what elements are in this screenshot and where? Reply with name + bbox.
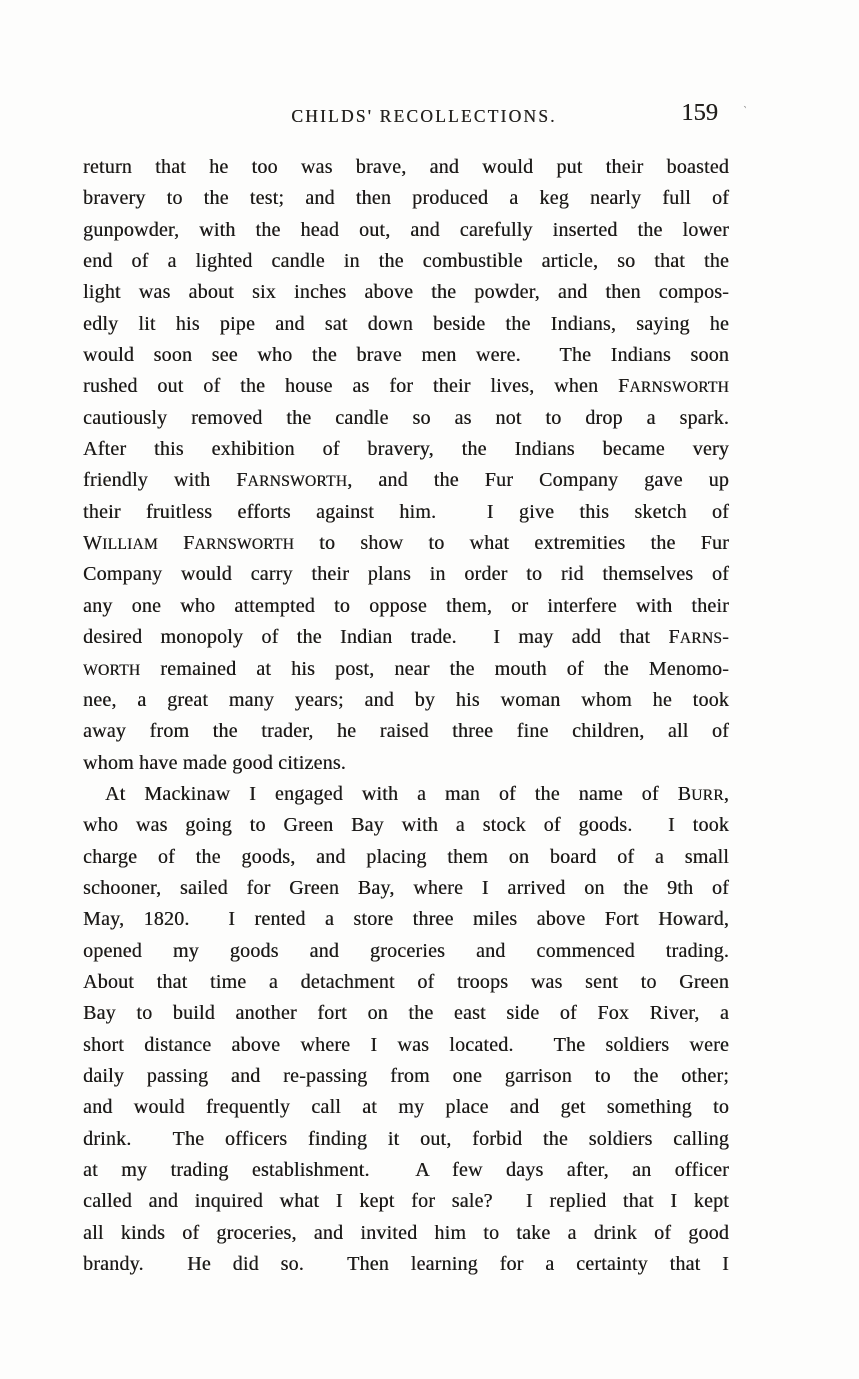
- text-line: return that he too was brave, and would put their boasted: [83, 156, 729, 178]
- page-body: [83, 152, 729, 1280]
- text-line: any one who attempted to oppose them, or interfere with their: [83, 594, 729, 617]
- small-caps-name: FARNSWORTH: [236, 469, 348, 492]
- text-line: all kinds of groceries, and invited him to take a drink of good: [83, 1221, 729, 1244]
- text-line: bravery to the test; and then produced a keg nearly full of: [83, 187, 729, 210]
- text-line: rushed out of the house as for their lives, when FARNSWORTH: [83, 375, 729, 398]
- text-line: daily passing and re-passing from one garrison to the other;: [83, 1064, 729, 1087]
- text-line: their fruitless efforts against him. I give this sketch of: [83, 500, 729, 523]
- text-line: called and inquired what I kept for sale? I replied that I kept: [83, 1190, 729, 1213]
- page-number: 159: [681, 99, 718, 126]
- small-caps-name: FARNSWORTH: [617, 375, 729, 398]
- text-line: desired monopoly of the Indian trade. I may add that FARNS-: [83, 626, 729, 649]
- text-line: schooner, sailed for Green Bay, where I arrived on the 9th of: [83, 876, 729, 899]
- small-caps-name: BURR: [677, 782, 724, 805]
- text-line: gunpowder, with the head out, and carefully inserted the lower: [83, 218, 729, 241]
- text-line: cautiously removed the candle so as not to drop a spark.: [83, 406, 729, 429]
- text-line: end of a lighted candle in the combustible article, so that the: [83, 250, 729, 273]
- text-line: WORTH remained at his post, near the mouth of the Menomo-: [83, 657, 729, 680]
- text-line: away from the trader, he raised three fine children, all of: [83, 720, 729, 743]
- text-line: nee, a great many years; and by his woman whom he took: [83, 688, 729, 711]
- running-title: CHILDS' RECOLLECTIONS.: [291, 106, 557, 126]
- small-caps-name: WILLIAM FARNSWORTH: [83, 532, 295, 555]
- text-line: May, 1820. I rented a store three miles above Fort Howard,: [83, 908, 729, 931]
- text-line: charge of the goods, and placing them on board of a small: [83, 845, 729, 868]
- text-line: About that time a detachment of troops was sent to Green: [83, 970, 729, 993]
- text-line: opened my goods and groceries and commenced trading.: [83, 939, 729, 962]
- text-line: edly lit his pipe and sat down beside the Indians, saying he: [83, 312, 729, 335]
- text-line: At Mackinaw I engaged with a man of the name of BURR,: [105, 782, 729, 805]
- text-line: friendly with FARNSWORTH, and the Fur Company gave up: [83, 469, 729, 492]
- text-line: Company would carry their plans in order to rid themselves of: [83, 563, 729, 586]
- scan-artifact-mark: `: [740, 102, 748, 119]
- small-caps-name: FARNS-: [668, 626, 729, 649]
- text-line: After this exhibition of bravery, the Indians became very: [83, 438, 729, 461]
- text-line: and would frequently call at my place and get something to: [83, 1096, 729, 1119]
- text-line: who was going to Green Bay with a stock of goods. I took: [83, 814, 729, 837]
- text-line: at my trading establishment. A few days after, an officer: [83, 1159, 729, 1181]
- text-line: brandy. He did so. Then learning for a certainty that I: [83, 1253, 729, 1276]
- small-caps-name: WORTH: [83, 661, 141, 679]
- text-line: short distance above where I was located. The soldiers were: [83, 1033, 729, 1056]
- text-line: would soon see who the brave men were. The Indians soon: [83, 344, 729, 367]
- text-line: WILLIAM FARNSWORTH to show to what extremities the Fur: [83, 532, 729, 555]
- text-line: light was about six inches above the powder, and then compos-: [83, 281, 729, 304]
- text-line: Bay to build another fort on the east side of Fox River, a: [83, 1002, 729, 1025]
- text-line: whom have made good citizens.: [83, 751, 346, 774]
- text-line: drink. The officers finding it out, forbid the soldiers calling: [83, 1127, 729, 1150]
